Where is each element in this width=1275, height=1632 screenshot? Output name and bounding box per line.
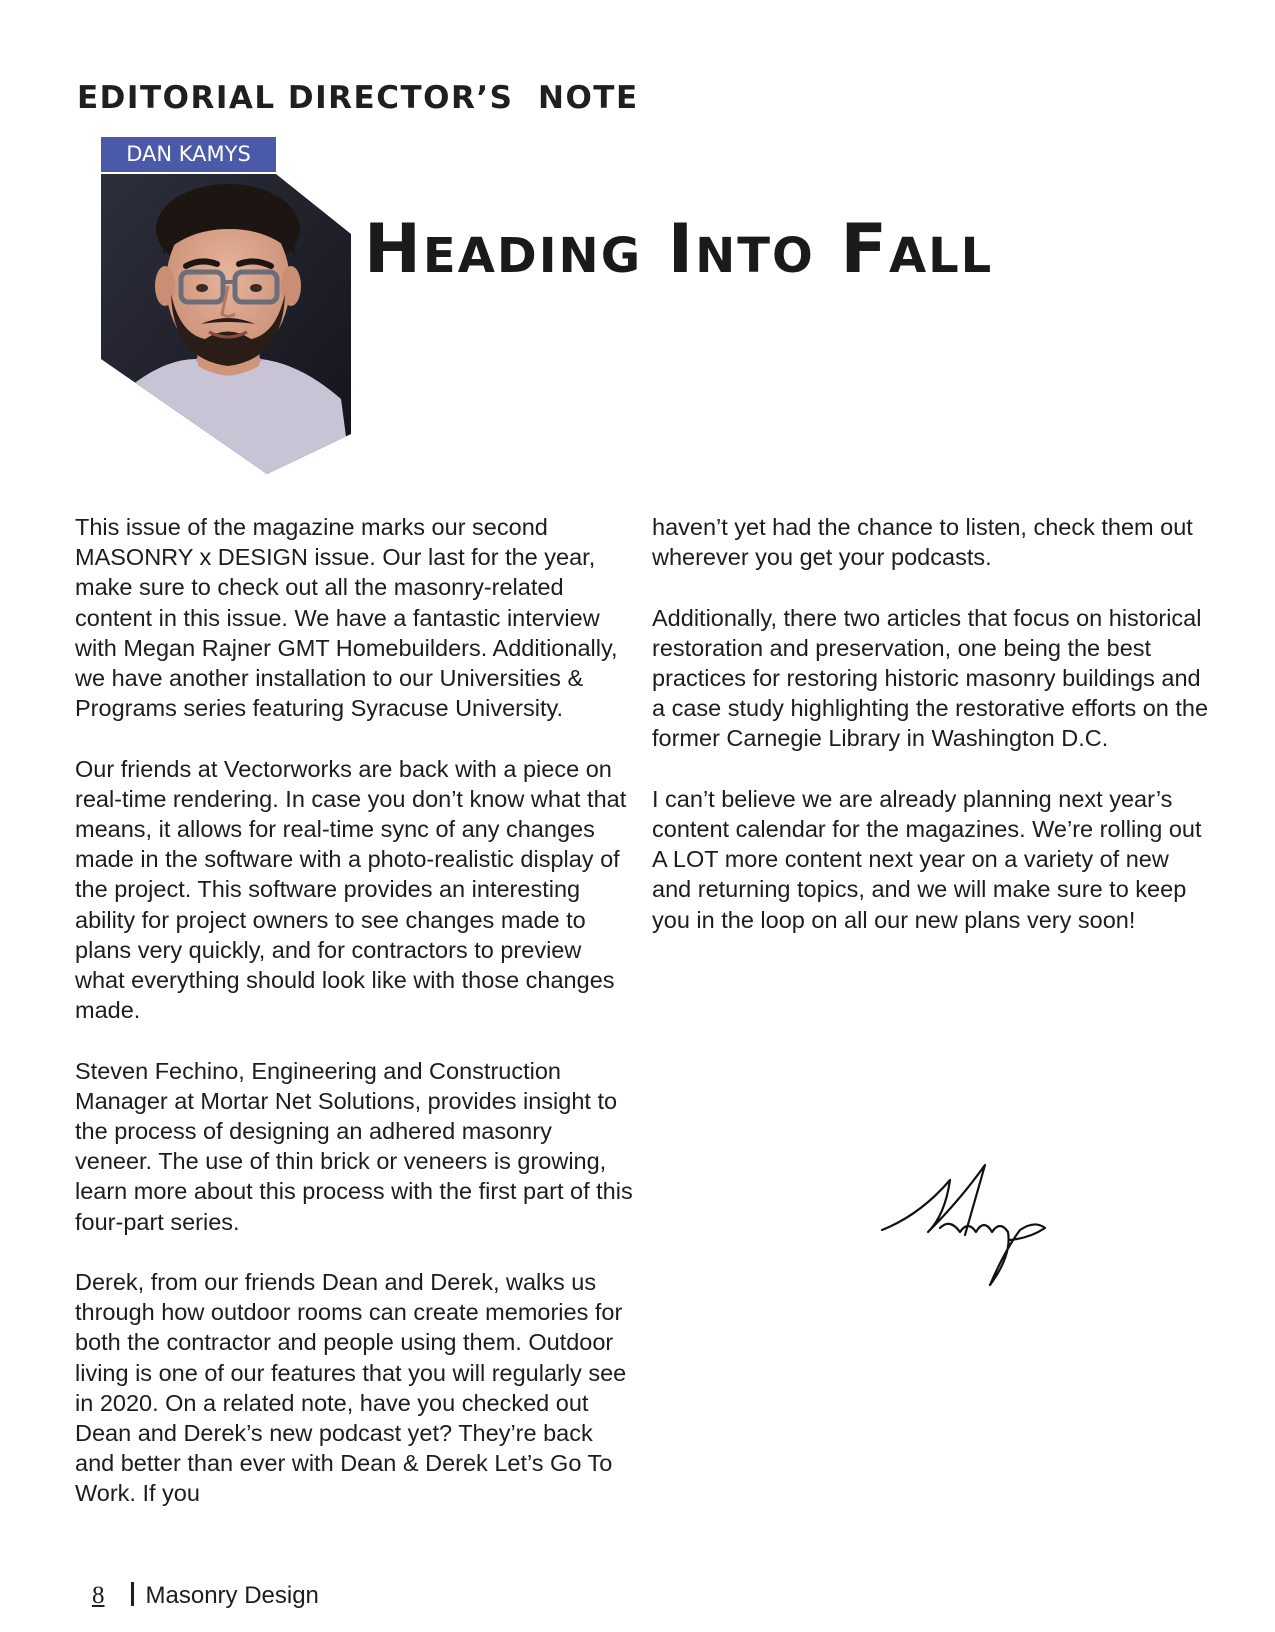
- paragraph: Derek, from our friends Dean and Derek, walks us through how outdoor rooms can create memories for both the contractor and people using them. Outdoor living is one of our features that you will regularly see in 2020. On a related note, have you checked out Dean and Derek’s new podcast yet? They’re back and better than ever with Dean & Derek Let’s Go To Work. If you: [75, 1269, 627, 1507]
- footer-divider: [131, 1582, 134, 1606]
- page-number: 8: [92, 1582, 105, 1609]
- right-column: [652, 512, 1212, 965]
- paragraph: Steven Fechino, Engineering and Construction Manager at Mortar Net Solutions, provides insight to the process of designing an adhered masonry veneer. The use of thin brick or veneers is growing, learn more about this process with the first part of this four-part series.: [75, 1057, 633, 1235]
- page-footer: [92, 1582, 319, 1610]
- article-headline: Heading Into Fall: [364, 210, 994, 289]
- paragraph: This issue of the magazine marks our second MASONRY x DESIGN issue. Our last for the year, make sure to check out all the masonry-related content in this issue. We have a fantastic interview with Megan Rajner GMT Homebuilders. Additionally, we have another installation to our Universities & Programs series featuring Syracuse University.: [75, 514, 618, 722]
- paragraph: Our friends at Vectorworks are back with a piece on real-time rendering. In case you don’t know what that means, it allows for real-time sync of any changes made in the software with a photo-realistic display of the project. This software provides an interesting ability for project owners to see changes made to plans very quickly, and for contractors to preview what everything should look like with those changes made.: [75, 755, 627, 1024]
- paragraph: I can’t believe we are already planning next year’s content calendar for the magazines. We’re rolling out A LOT more content next year on a variety of new and returning topics, and we will make sure to keep you in the loop on all our new plans very soon!: [652, 785, 1202, 933]
- section-label: EDITORIAL DIRECTOR’S NOTE: [77, 80, 639, 116]
- author-portrait-photo: [101, 174, 351, 474]
- left-column: [75, 512, 635, 1539]
- paragraph: haven’t yet had the chance to listen, check them out wherever you get your podcasts.: [652, 514, 1193, 571]
- author-name-tag: DAN KAMYS: [101, 137, 276, 172]
- publication-name: Masonry Design: [145, 1582, 319, 1609]
- paragraph: Additionally, there two articles that focus on historical restoration and preservation, one being the best practices for restoring historic masonry buildings and a case study highlighting the restorative efforts on the former Carnegie Library in Washington D.C.: [652, 604, 1209, 752]
- handwritten-signature: [880, 1160, 1060, 1290]
